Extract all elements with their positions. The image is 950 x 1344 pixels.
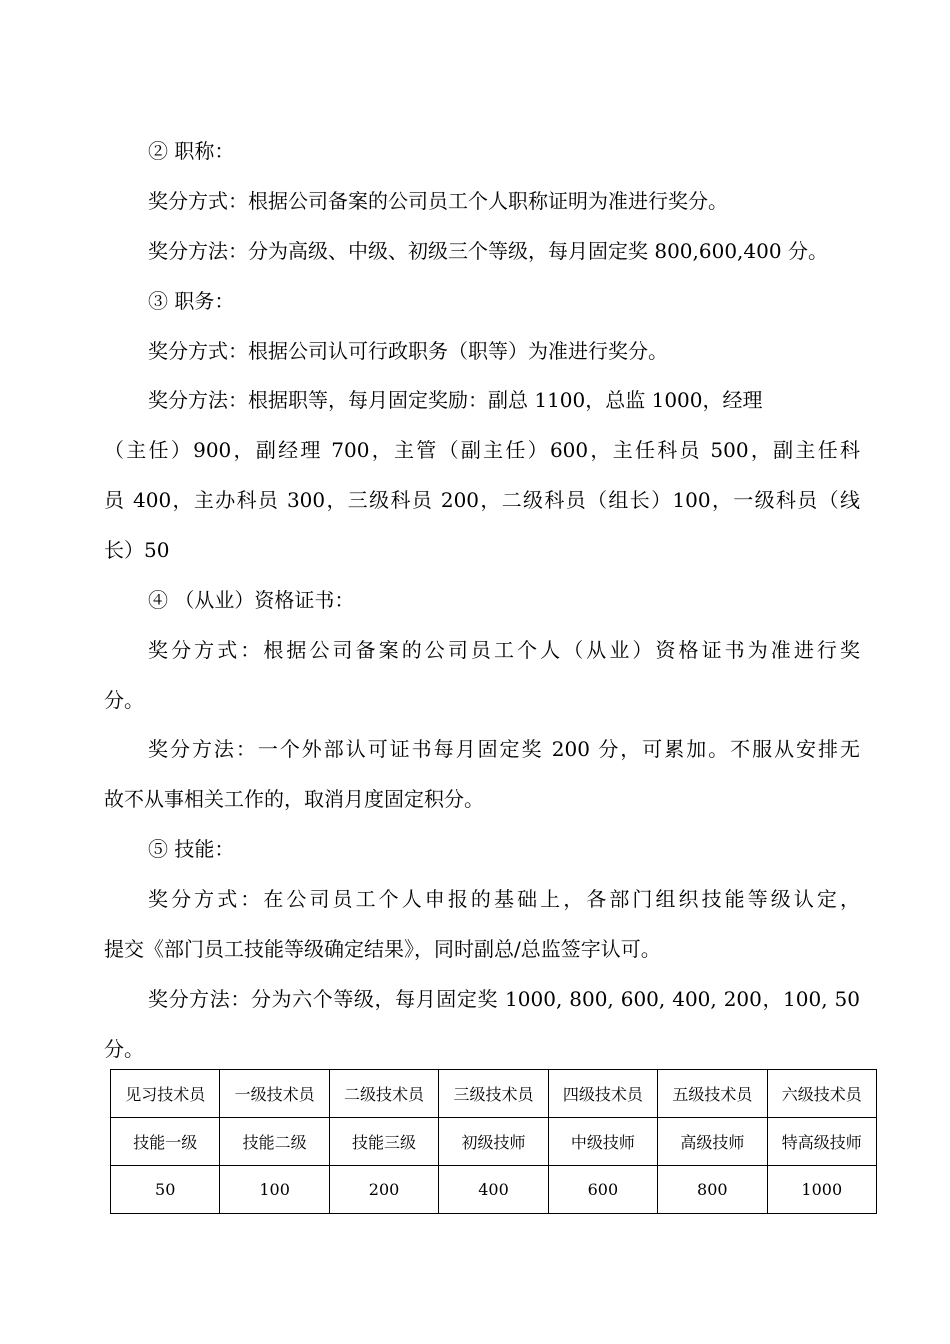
table-cell: 三级技术员: [439, 1070, 548, 1118]
table-cell: 一级技术员: [220, 1070, 329, 1118]
skill-level-table: [110, 1069, 877, 1214]
table-cell: 初级技师: [439, 1118, 548, 1166]
paragraph: 长）50: [104, 538, 170, 562]
table-cell: 50: [111, 1166, 220, 1214]
section-heading-certificate: ④ （从业）资格证书：: [148, 588, 355, 612]
section-heading-position: ③ 职务：: [148, 289, 235, 313]
paragraph: 奖分方法：分为高级、中级、初级三个等级，每月固定奖 800,600,400 分。: [148, 239, 828, 263]
table-cell: 中级技师: [548, 1118, 657, 1166]
table-cell: 100: [220, 1166, 329, 1214]
table-cell: 特高级技师: [767, 1118, 876, 1166]
table-cell: 技能一级: [111, 1118, 220, 1166]
table-row: [111, 1118, 877, 1166]
paragraph: 奖分方式：在公司员工个人申报的基础上，各部门组织技能等级认定，: [148, 887, 860, 911]
paragraph: 奖分方式：根据公司认可行政职务（职等）为准进行奖分。: [148, 339, 668, 363]
table-row: [111, 1070, 877, 1118]
paragraph: （主任）900，副经理 700，主管（副主任）600，主任科员 500，副主任科: [104, 438, 860, 462]
table-cell: 400: [439, 1166, 548, 1214]
table-cell: 六级技术员: [767, 1070, 876, 1118]
table-cell: 四级技术员: [548, 1070, 657, 1118]
table-cell: 技能三级: [329, 1118, 438, 1166]
section-heading-skill: ⑤ 技能：: [148, 837, 235, 861]
paragraph: 奖分方法：一个外部认可证书每月固定奖 200 分，可累加。不服从安排无: [148, 737, 860, 761]
paragraph: 奖分方式：根据公司备案的公司员工个人（从业）资格证书为准进行奖: [148, 638, 860, 662]
paragraph: 奖分方法：分为六个等级，每月固定奖 1000, 800, 600, 400, 200，100, 50: [148, 987, 860, 1011]
section-heading-title: ② 职称：: [148, 139, 235, 163]
table-cell: 见习技术员: [111, 1070, 220, 1118]
paragraph: 故不从事相关工作的，取消月度固定积分。: [104, 787, 484, 811]
table-cell: 二级技术员: [329, 1070, 438, 1118]
paragraph: 提交《部门员工技能等级确定结果》，同时副总/总监签字认可。: [104, 937, 661, 961]
table-cell: 五级技术员: [658, 1070, 767, 1118]
paragraph: 分。: [104, 1037, 144, 1061]
table-cell: 600: [548, 1166, 657, 1214]
paragraph: 员 400，主办科员 300，三级科员 200，二级科员（组长）100，一级科员（线: [104, 488, 860, 512]
paragraph: 奖分方式：根据公司备案的公司员工个人职称证明为准进行奖分。: [148, 189, 728, 213]
table-cell: 800: [658, 1166, 767, 1214]
table-cell: 高级技师: [658, 1118, 767, 1166]
paragraph: 奖分方法：根据职等，每月固定奖励：副总 1100，总监 1000，经理: [148, 388, 763, 412]
table-cell: 200: [329, 1166, 438, 1214]
table-cell: 1000: [767, 1166, 876, 1214]
paragraph: 分。: [104, 688, 144, 712]
table-cell: 技能二级: [220, 1118, 329, 1166]
table-row: [111, 1166, 877, 1214]
